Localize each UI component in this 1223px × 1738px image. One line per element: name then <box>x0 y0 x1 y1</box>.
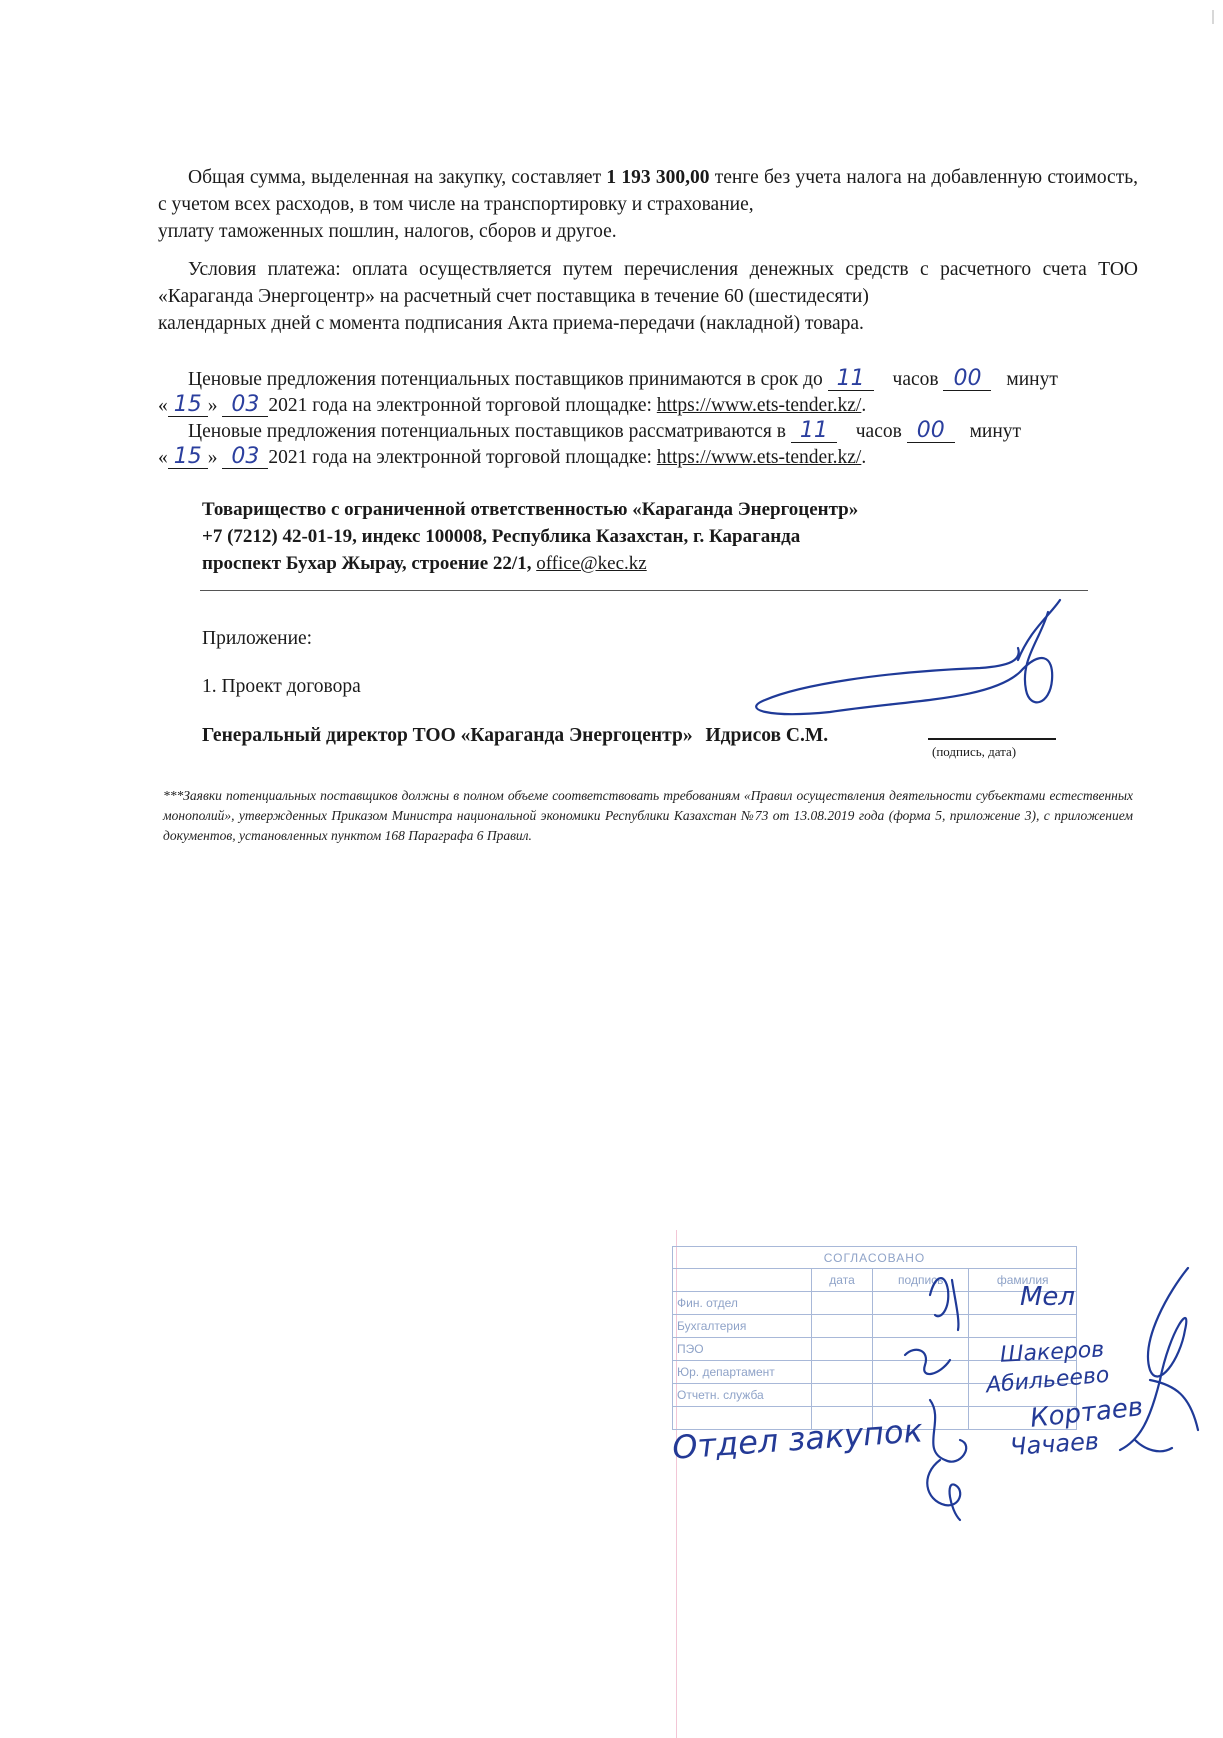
company-address: проспект Бухар Жырау, строение 22/1, <box>202 553 537 574</box>
total-amount: 1 193 300,00 <box>606 167 710 188</box>
stamp-row-label: Отчетн. служба <box>673 1384 812 1407</box>
director-signature <box>756 612 1052 714</box>
signatory-name: Идрисов С.М. <box>705 725 829 746</box>
company-email-link[interactable]: office@kec.kz <box>536 553 647 574</box>
signature-caption: (подпись, дата) <box>932 744 1017 759</box>
company-contacts: +7 (7212) 42-01-19, индекс 100008, Республика Казахстан, г. Караганда <box>202 526 801 547</box>
company-address-line <box>202 550 647 577</box>
accept-deadline-line <box>188 368 1058 392</box>
review-month-handwritten: 03 <box>222 446 268 469</box>
scan-edge-mark <box>1212 10 1214 24</box>
total-text-last-line: уплату таможенных пошлин, налогов, сборов и другое. <box>158 221 617 242</box>
review-hour-handwritten: 11 <box>791 420 837 443</box>
stamp-row-label: Бухгалтерия <box>673 1315 812 1338</box>
attachment-label: Приложение: <box>202 628 313 649</box>
quote-open: « <box>158 395 168 416</box>
stamp-row-label: Юр. департамент <box>673 1361 812 1384</box>
review-url-link[interactable]: https://www.ets-tender.kz/ <box>656 447 862 468</box>
accept-hours-word: часов <box>892 369 939 390</box>
accept-url-link[interactable]: https://www.ets-tender.kz/ <box>656 395 862 416</box>
payment-terms-paragraph <box>158 256 1138 337</box>
stamp-title: СОГЛАСОВАНО <box>673 1247 1077 1269</box>
handwritten-name: Мел <box>1020 1282 1076 1312</box>
footnote: ***Заявки потенциальных поставщиков должны в полном объеме соответствовать требованиям «Правил осуществления деятельности субъектами естественных монополий», утвержденных Приказом Министра национальной экономики Республики Казахстан №73 от 13.08.2019 года (форма 5, приложение 3), с приложением документов, установленных пунктом 168 Параграфа 6 Правил. <box>163 788 1133 843</box>
quote-close: » <box>207 447 218 468</box>
accept-month-handwritten: 03 <box>222 394 268 417</box>
stamp-header-date: дата <box>812 1269 873 1292</box>
review-hours-word: часов <box>855 421 902 442</box>
review-year-text: 2021 года на электронной торговой площадке: <box>268 447 652 468</box>
accept-date-line <box>158 394 866 418</box>
period: . <box>861 395 867 416</box>
quote-close: » <box>207 395 218 416</box>
director-signature-stroke <box>1018 600 1060 660</box>
review-minutes-word: минут <box>969 421 1022 442</box>
signatory-position: Генеральный директор ТОО «Караганда Энергоцентр» <box>202 725 693 746</box>
accept-minutes-word: минут <box>1006 369 1058 390</box>
stamp-header-empty <box>673 1269 812 1292</box>
handwritten-name: Абильеево <box>985 1362 1111 1399</box>
handwritten-name: Чачаев <box>1009 1426 1100 1462</box>
quote-open: « <box>158 447 168 468</box>
review-minute-handwritten: 00 <box>907 420 955 443</box>
total-amount-paragraph <box>158 164 1138 245</box>
stamp-header-surname: фамилия <box>969 1269 1077 1292</box>
stamp-header-signature: подпись <box>873 1269 969 1292</box>
divider-rule <box>200 590 1088 591</box>
payment-text-last-line: календарных дней с момента подписания Акта приема-передачи (накладной) товара. <box>158 313 864 334</box>
attachment-item: 1. Проект договора <box>202 676 361 697</box>
stamp-row-label: Фин. отдел <box>673 1292 812 1315</box>
accept-year-text: 2021 года на электронной торговой площадке: <box>268 395 652 416</box>
stamp-row-label: ПЭО <box>673 1338 812 1361</box>
accept-minute-handwritten: 00 <box>943 368 991 391</box>
review-day-handwritten: 15 <box>168 446 208 469</box>
accept-day-handwritten: 15 <box>168 394 208 417</box>
payment-text: Условия платежа: оплата осуществляется путем перечисления денежных средств с расчетного счета ТОО «Караганда Энергоцентр» на расчетный счет поставщика в течение 60 (шестидесяти) <box>158 259 1138 307</box>
handwritten-name: Кортаев <box>1028 1392 1145 1434</box>
total-text-start: Общая сумма, выделенная на закупку, составляет <box>188 167 607 188</box>
review-deadline-line <box>188 420 1021 444</box>
period: . <box>861 447 867 468</box>
review-text: Ценовые предложения потенциальных поставщиков рассматриваются в <box>188 421 786 442</box>
handwritten-dept: Отдел закупок <box>670 1411 925 1467</box>
approval-stamp-table <box>672 1246 1077 1430</box>
side-signature <box>1135 1380 1198 1451</box>
total-text-end: тенге без учета налога на добавленную стоимость, с учетом всех расходов, в том числе на транспортировку и страхование, <box>158 167 1139 215</box>
signatory-line <box>202 724 828 748</box>
review-date-line <box>158 446 866 470</box>
accept-hour-handwritten: 11 <box>828 368 874 391</box>
handwritten-name: Шакеров <box>999 1337 1105 1368</box>
company-name: Товарищество с ограниченной ответственностью «Караганда Энергоцентр» <box>202 499 859 520</box>
accept-text: Ценовые предложения потенциальных поставщиков принимаются в срок до <box>188 369 823 390</box>
signature-line <box>928 738 1056 740</box>
